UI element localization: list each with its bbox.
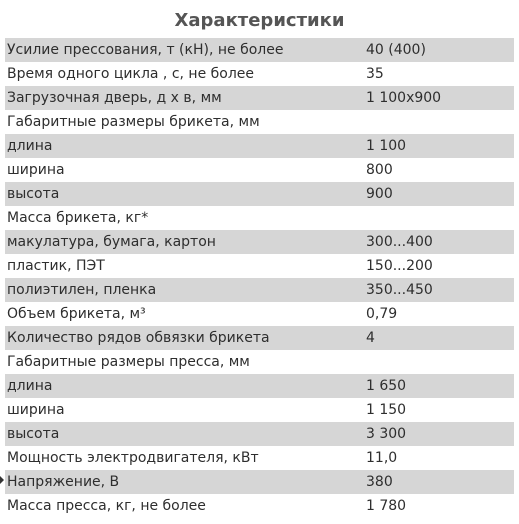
- spec-value: 35: [366, 66, 384, 82]
- table-row: [5, 62, 514, 86]
- row-marker-icon: [0, 476, 4, 484]
- spec-value: 900: [364, 182, 514, 206]
- table-row: [5, 110, 514, 134]
- table-row: [5, 470, 514, 494]
- spec-label: Количество рядов обвязки брикета: [5, 326, 364, 350]
- spec-label: Масса пресса, кг, не более: [7, 498, 206, 514]
- table-row: [5, 422, 514, 446]
- spec-value: 3 300: [364, 422, 514, 446]
- spec-label: Габаритные размеры пресса, мм: [7, 354, 250, 370]
- table-row: [5, 278, 514, 302]
- table-row: [5, 494, 514, 518]
- spec-value: 380: [364, 470, 514, 494]
- spec-label: Усилие прессования, т (кН), не более: [5, 38, 364, 62]
- table-row: [5, 158, 514, 182]
- spec-value: 4: [364, 326, 514, 350]
- table-row: [5, 398, 514, 422]
- table-row: [5, 326, 514, 350]
- spec-label: макулатура, бумага, картон: [5, 230, 364, 254]
- spec-label: длина: [5, 134, 364, 158]
- table-row: [5, 374, 514, 398]
- spec-value: [364, 206, 514, 230]
- table-row: [5, 230, 514, 254]
- table-row: [5, 38, 514, 62]
- page-title: Характеристики: [174, 10, 345, 31]
- spec-value: 350...450: [364, 278, 514, 302]
- spec-value: 1 650: [364, 374, 514, 398]
- spec-label: Габаритные размеры брикета, мм: [7, 114, 260, 130]
- spec-label: длина: [5, 374, 364, 398]
- spec-value: 800: [366, 162, 393, 178]
- spec-label: полиэтилен, пленка: [5, 278, 364, 302]
- spec-label: Объем брикета, м³: [7, 306, 146, 322]
- spec-value: 1 100: [364, 134, 514, 158]
- spec-label: пластик, ПЭТ: [7, 258, 105, 274]
- spec-label: Напряжение, В: [5, 470, 364, 494]
- table-row: [5, 86, 514, 110]
- spec-value: [364, 350, 514, 374]
- specs-table-body: [5, 38, 514, 518]
- table-row: [5, 302, 514, 326]
- spec-label: ширина: [7, 402, 65, 418]
- spec-label: высота: [5, 182, 364, 206]
- spec-value: 11,0: [366, 450, 398, 466]
- table-row: [5, 446, 514, 470]
- spec-value: 40 (400): [364, 38, 514, 62]
- table-row: [5, 134, 514, 158]
- table-row: [5, 182, 514, 206]
- spec-label: Загрузочная дверь, д х в, мм: [5, 86, 364, 110]
- table-row: [5, 206, 514, 230]
- spec-value: [364, 110, 514, 134]
- spec-value: 300...400: [364, 230, 514, 254]
- table-row: [5, 254, 514, 278]
- spec-value: 0,79: [366, 306, 398, 322]
- table-row: [5, 350, 514, 374]
- spec-label: Время одного цикла , с, не более: [7, 66, 255, 82]
- spec-label: Масса брикета, кг*: [7, 210, 149, 226]
- spec-value: 1 780: [366, 498, 407, 514]
- spec-label: ширина: [7, 162, 65, 178]
- specs-table: [5, 38, 514, 518]
- spec-value: 1 150: [366, 402, 407, 418]
- spec-value: 1 100х900: [364, 86, 514, 110]
- spec-value: 150...200: [366, 258, 433, 274]
- spec-label: высота: [5, 422, 364, 446]
- spec-label: Мощность электродвигателя, кВт: [7, 450, 259, 466]
